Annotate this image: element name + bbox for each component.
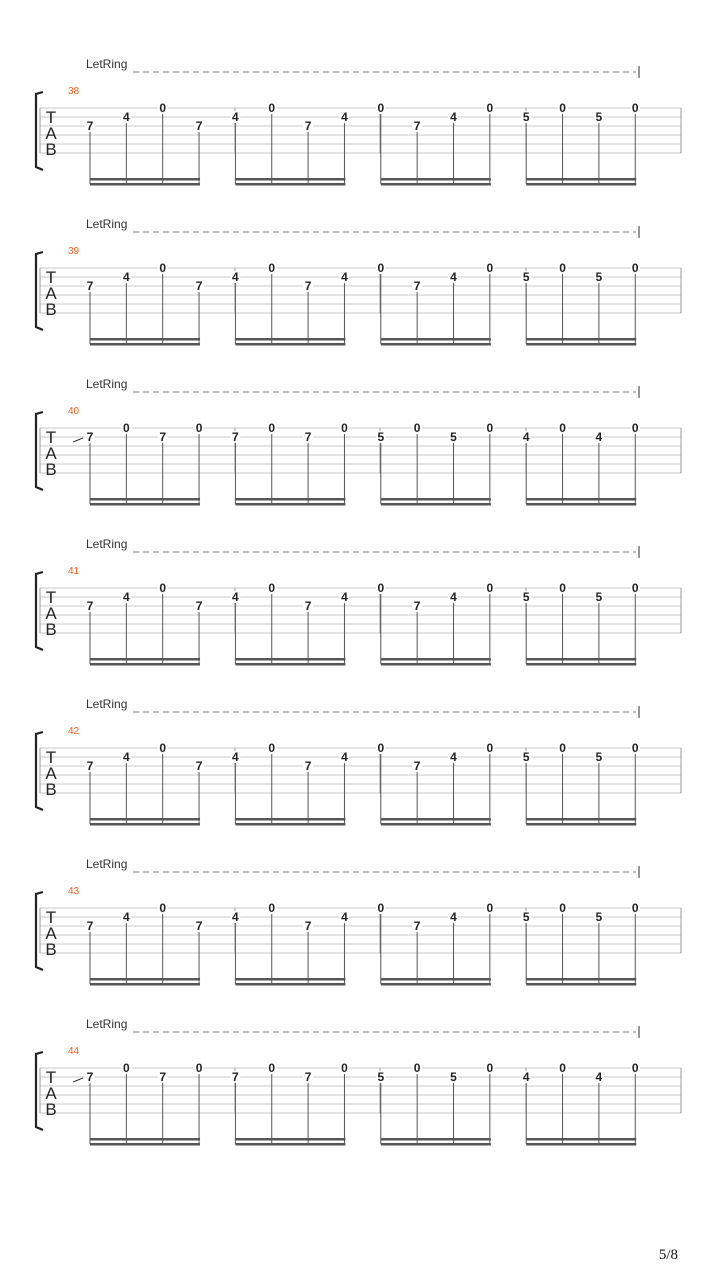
tab-clef-letter: A — [45, 124, 57, 143]
beam — [90, 1138, 200, 1141]
tab-clef-letter: T — [45, 428, 57, 447]
beam — [235, 343, 345, 346]
beam — [235, 823, 345, 826]
fret-number: 0 — [486, 261, 494, 275]
fret-number: 0 — [377, 581, 385, 595]
beam — [235, 658, 345, 661]
beam — [381, 658, 491, 661]
fret-number: 0 — [413, 1061, 421, 1075]
fret-number: 7 — [413, 759, 421, 773]
bar-number: 42 — [68, 726, 80, 737]
fret-number: 0 — [195, 421, 203, 435]
fret-number: 0 — [341, 1061, 348, 1075]
beam — [235, 183, 345, 186]
fret-number: 0 — [486, 901, 494, 915]
beam — [526, 343, 636, 346]
beam — [381, 1143, 491, 1146]
beam — [235, 1143, 345, 1146]
fret-number: 5 — [595, 910, 603, 924]
fret-number: 4 — [123, 910, 130, 924]
fret-number: 0 — [268, 901, 276, 915]
fret-number: 7 — [86, 1070, 94, 1084]
beam — [90, 343, 200, 346]
fret-number: 5 — [522, 590, 530, 604]
fret-number: 0 — [159, 581, 167, 595]
fret-number: 7 — [195, 919, 203, 933]
fret-number: 0 — [631, 581, 639, 595]
beam — [526, 663, 636, 666]
beam — [381, 178, 491, 181]
fret-number: 0 — [123, 1061, 130, 1075]
fret-number: 7 — [86, 279, 94, 293]
fret-number: 0 — [268, 741, 276, 755]
fret-number: 0 — [631, 1061, 639, 1075]
fret-number: 7 — [195, 599, 203, 613]
fret-number: 0 — [559, 101, 566, 115]
beam — [90, 503, 200, 506]
fret-number: 0 — [559, 901, 566, 915]
fret-number: 0 — [377, 901, 385, 915]
fret-number: 7 — [86, 919, 94, 933]
let-ring-label: LetRing — [86, 217, 128, 231]
fret-number: 5 — [595, 110, 603, 124]
beam — [381, 1138, 491, 1141]
beam — [381, 663, 491, 666]
fret-number: 0 — [559, 421, 566, 435]
fret-number: 0 — [631, 101, 639, 115]
tab-clef-letter: B — [45, 140, 57, 159]
fret-number: 4 — [595, 1070, 603, 1084]
beam — [90, 818, 200, 821]
beam — [381, 818, 491, 821]
bar-number: 41 — [68, 566, 80, 577]
bar-number: 40 — [68, 406, 80, 417]
fret-number: 0 — [559, 741, 566, 755]
let-ring-label: LetRing — [86, 537, 128, 551]
let-ring-label: LetRing — [86, 697, 128, 711]
fret-number: 7 — [304, 279, 312, 293]
beam — [526, 1138, 636, 1141]
fret-number: 4 — [232, 910, 239, 924]
beam — [90, 498, 200, 501]
beam — [235, 338, 345, 341]
fret-number: 0 — [268, 581, 276, 595]
fret-number: 4 — [123, 110, 130, 124]
beam — [90, 983, 200, 986]
beam — [90, 978, 200, 981]
fret-number: 7 — [159, 1070, 167, 1084]
fret-number: 0 — [486, 1061, 494, 1075]
beam — [235, 818, 345, 821]
fret-number: 0 — [268, 421, 276, 435]
beam — [90, 178, 200, 181]
tab-clef-letter: A — [45, 924, 57, 943]
beam — [235, 663, 345, 666]
beam — [381, 503, 491, 506]
fret-number: 7 — [86, 759, 94, 773]
fret-number: 7 — [413, 279, 421, 293]
fret-number: 7 — [232, 430, 239, 444]
slide-in-mark — [73, 438, 83, 442]
fret-number: 5 — [522, 270, 530, 284]
fret-number: 0 — [486, 741, 494, 755]
tab-clef-letter: A — [45, 1084, 57, 1103]
beam — [235, 503, 345, 506]
fret-number: 0 — [377, 261, 385, 275]
fret-number: 5 — [450, 1070, 457, 1084]
beam — [90, 658, 200, 661]
beam — [381, 498, 491, 501]
fret-number: 5 — [377, 1070, 385, 1084]
beam — [235, 978, 345, 981]
beam — [90, 183, 200, 186]
fret-number: 0 — [195, 1061, 203, 1075]
tab-clef-letter: B — [45, 780, 57, 799]
beam — [90, 663, 200, 666]
fret-number: 0 — [268, 261, 276, 275]
fret-number: 5 — [450, 430, 457, 444]
fret-number: 0 — [631, 741, 639, 755]
fret-number: 7 — [304, 119, 312, 133]
fret-number: 4 — [341, 590, 348, 604]
fret-number: 0 — [631, 421, 639, 435]
fret-number: 0 — [486, 581, 494, 595]
fret-number: 4 — [123, 750, 130, 764]
fret-number: 4 — [232, 750, 239, 764]
beam — [381, 823, 491, 826]
fret-number: 0 — [159, 101, 167, 115]
fret-number: 4 — [450, 110, 457, 124]
beam — [526, 1143, 636, 1146]
fret-number: 4 — [595, 430, 603, 444]
fret-number: 7 — [86, 599, 94, 613]
fret-number: 5 — [522, 110, 530, 124]
fret-number: 5 — [522, 910, 530, 924]
fret-number: 7 — [413, 919, 421, 933]
beam — [526, 978, 636, 981]
fret-number: 0 — [268, 101, 276, 115]
fret-number: 7 — [86, 119, 94, 133]
beam — [90, 823, 200, 826]
fret-number: 4 — [450, 270, 457, 284]
fret-number: 4 — [232, 110, 239, 124]
fret-number: 0 — [159, 261, 167, 275]
beam — [526, 183, 636, 186]
tab-clef-letter: B — [45, 460, 57, 479]
tab-clef-letter: B — [45, 940, 57, 959]
beam — [235, 498, 345, 501]
fret-number: 0 — [559, 1061, 566, 1075]
fret-number: 7 — [232, 1070, 239, 1084]
fret-number: 0 — [559, 261, 566, 275]
beam — [526, 823, 636, 826]
fret-number: 7 — [86, 430, 94, 444]
let-ring-label: LetRing — [86, 857, 128, 871]
fret-number: 0 — [377, 101, 385, 115]
fret-number: 0 — [559, 581, 566, 595]
tab-clef-letter: A — [45, 444, 57, 463]
tab-clef-letter: A — [45, 764, 57, 783]
beam — [381, 183, 491, 186]
fret-number: 4 — [450, 910, 457, 924]
fret-number: 4 — [341, 750, 348, 764]
tab-clef-letter: A — [45, 284, 57, 303]
fret-number: 0 — [377, 741, 385, 755]
fret-number: 7 — [304, 430, 312, 444]
beam — [526, 178, 636, 181]
fret-number: 4 — [123, 590, 130, 604]
fret-number: 5 — [595, 270, 603, 284]
fret-number: 7 — [195, 119, 203, 133]
let-ring-label: LetRing — [86, 1017, 128, 1031]
fret-number: 0 — [486, 421, 494, 435]
fret-number: 4 — [522, 1070, 530, 1084]
fret-number: 0 — [413, 421, 421, 435]
fret-number: 4 — [123, 270, 130, 284]
bar-number: 39 — [68, 246, 80, 257]
fret-number: 0 — [341, 421, 348, 435]
beam — [235, 178, 345, 181]
let-ring-label: LetRing — [86, 57, 128, 71]
beam — [526, 498, 636, 501]
fret-number: 4 — [450, 750, 457, 764]
fret-number: 4 — [341, 910, 348, 924]
beam — [526, 503, 636, 506]
beam — [526, 338, 636, 341]
tab-clef-letter: T — [45, 588, 57, 607]
fret-number: 4 — [232, 270, 239, 284]
fret-number: 4 — [522, 430, 530, 444]
fret-number: 4 — [232, 590, 239, 604]
beam — [381, 978, 491, 981]
slide-in-mark — [73, 1078, 83, 1082]
beam — [381, 983, 491, 986]
bar-number: 44 — [68, 1046, 80, 1057]
beam — [381, 343, 491, 346]
fret-number: 0 — [159, 741, 167, 755]
fret-number: 7 — [195, 279, 203, 293]
bar-number: 43 — [68, 886, 80, 897]
tab-clef-letter: T — [45, 108, 57, 127]
fret-number: 5 — [377, 430, 385, 444]
fret-number: 5 — [595, 590, 603, 604]
fret-number: 0 — [486, 101, 494, 115]
beam — [381, 338, 491, 341]
beam — [526, 658, 636, 661]
fret-number: 7 — [159, 430, 167, 444]
tab-clef-letter: T — [45, 748, 57, 767]
fret-number: 4 — [341, 110, 348, 124]
beam — [526, 818, 636, 821]
fret-number: 0 — [268, 1061, 276, 1075]
bar-number: 38 — [68, 86, 80, 97]
page-number: 5/8 — [658, 1247, 678, 1263]
tab-clef-letter: B — [45, 300, 57, 319]
tab-clef-letter: T — [45, 908, 57, 927]
fret-number: 4 — [341, 270, 348, 284]
fret-number: 0 — [631, 261, 639, 275]
beam — [526, 983, 636, 986]
fret-number: 0 — [123, 421, 130, 435]
tab-clef-letter: A — [45, 604, 57, 623]
fret-number: 0 — [631, 901, 639, 915]
beam — [235, 1138, 345, 1141]
fret-number: 7 — [413, 599, 421, 613]
tab-clef-letter: B — [45, 620, 57, 639]
fret-number: 5 — [522, 750, 530, 764]
fret-number: 7 — [195, 759, 203, 773]
fret-number: 0 — [159, 901, 167, 915]
fret-number: 7 — [304, 1070, 312, 1084]
tab-clef-letter: T — [45, 268, 57, 287]
fret-number: 5 — [595, 750, 603, 764]
tab-clef-letter: T — [45, 1068, 57, 1087]
fret-number: 7 — [304, 599, 312, 613]
beam — [90, 338, 200, 341]
fret-number: 7 — [304, 919, 312, 933]
fret-number: 4 — [450, 590, 457, 604]
fret-number: 7 — [304, 759, 312, 773]
fret-number: 7 — [413, 119, 421, 133]
beam — [90, 1143, 200, 1146]
let-ring-label: LetRing — [86, 377, 128, 391]
tab-clef-letter: B — [45, 1100, 57, 1119]
beam — [235, 983, 345, 986]
